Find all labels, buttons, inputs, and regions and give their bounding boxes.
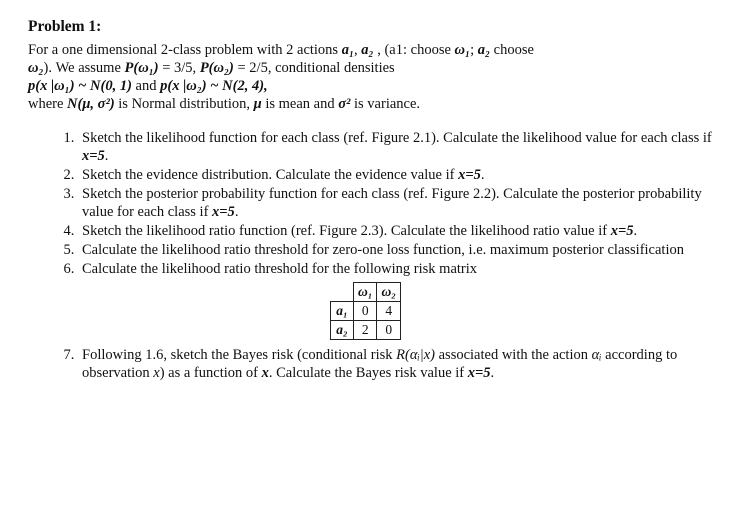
statement-line-2: ω₂). We assume P(ω₁) = 3/5, P(ω₂) = 2/5, conditional densities bbox=[28, 60, 395, 76]
question-item: 5. Calculate the likelihood ratio threshold for zero-one loss function, i.e. maximum posterior classification bbox=[78, 241, 728, 259]
question-item: 1. Sketch the likelihood function for each class (ref. Figure 2.1). Calculate the likelihood value for each class if x=5. bbox=[78, 129, 728, 165]
statement-line-4: where N(μ, σ²) is Normal distribution, μ is mean and σ² is variance. bbox=[28, 96, 421, 112]
risk-matrix-row bbox=[331, 302, 401, 321]
question-list bbox=[28, 129, 728, 382]
risk-matrix-cell: 0 bbox=[377, 321, 400, 340]
risk-matrix-cell: 2 bbox=[354, 321, 377, 340]
risk-matrix-row-header: a₁ bbox=[331, 302, 354, 321]
question-item: 2. Sketch the evidence distribution. Calculate the evidence value if x=5. bbox=[78, 166, 728, 184]
question-item: 3. Sketch the posterior probability function for each class (ref. Figure 2.2). Calculate the posterior probability value for each class if x=5. bbox=[78, 185, 728, 221]
risk-matrix-col-header: ω₂ bbox=[377, 283, 400, 302]
question-item: 7. Following 1.6, sketch the Bayes risk (conditional risk R(αᵢ|x) associated with the action αᵢ according to observation x) as a function of x. Calculate the Bayes risk value if x=5. bbox=[78, 346, 728, 382]
question-item: 4. Sketch the likelihood ratio function (ref. Figure 2.3). Calculate the likelihood ratio value if x=5. bbox=[78, 222, 728, 240]
risk-matrix-cell: 0 bbox=[354, 302, 377, 321]
question-item: 6. Calculate the likelihood ratio threshold for the following risk matrix ω₁ ω₂ a₁ 0 4 a₂ 2 0 bbox=[78, 260, 728, 340]
risk-matrix-row-header: a₂ bbox=[331, 321, 354, 340]
risk-matrix-table bbox=[330, 282, 401, 340]
statement-line-3: p(x |ω₁) ~ N(0, 1) and p(x |ω₂) ~ N(2, 4), bbox=[28, 78, 268, 94]
statement-line-1: For a one dimensional 2-class problem with 2 actions a₁, a₂ , (a1: choose ω₁; a₂ choose bbox=[28, 42, 534, 58]
problem-document bbox=[28, 18, 728, 383]
problem-title: Problem 1: bbox=[28, 18, 102, 35]
risk-matrix-col-header: ω₁ bbox=[354, 283, 377, 302]
risk-matrix-header-row bbox=[331, 283, 401, 302]
risk-matrix-container bbox=[330, 282, 728, 340]
problem-statement bbox=[28, 41, 728, 113]
risk-matrix-corner bbox=[331, 283, 354, 302]
risk-matrix-row bbox=[331, 321, 401, 340]
risk-matrix-cell: 4 bbox=[377, 302, 400, 321]
